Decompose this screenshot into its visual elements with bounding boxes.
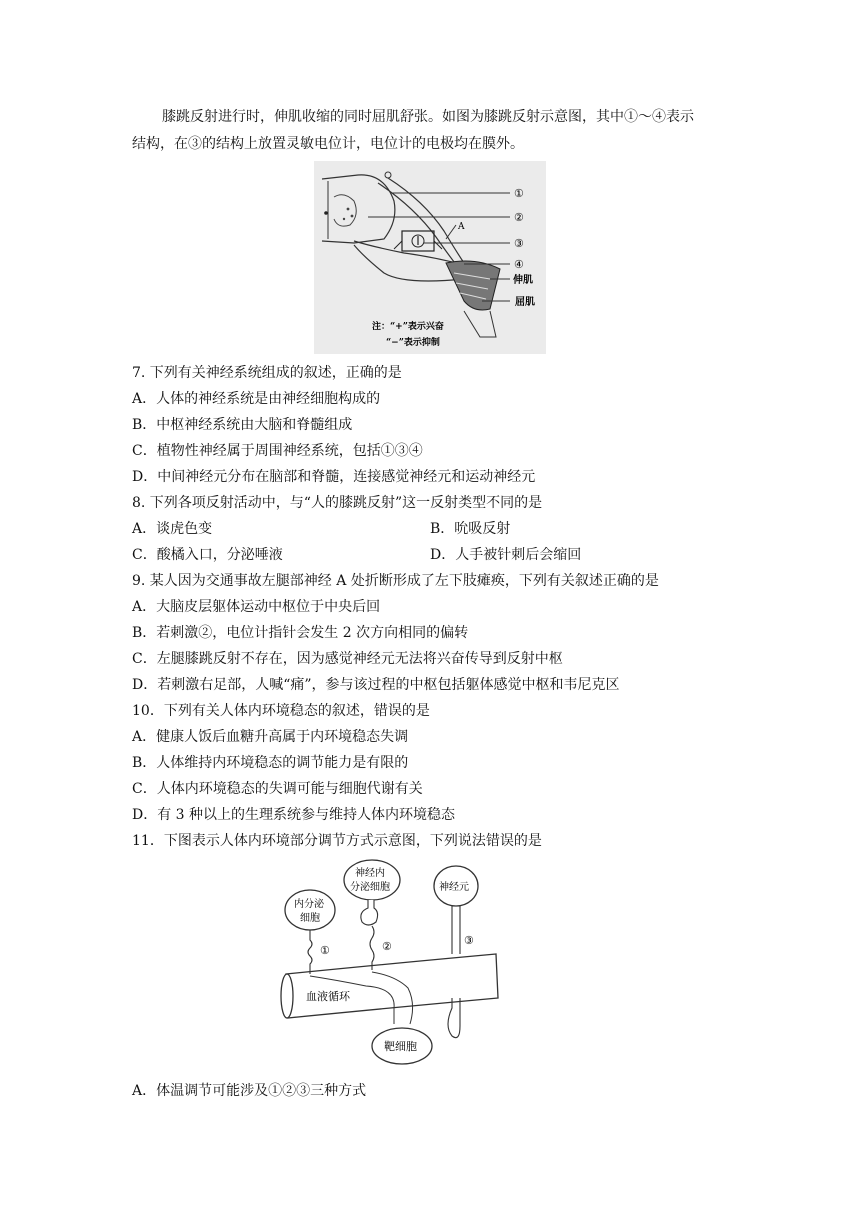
intro-line-1: 膝跳反射进行时，伸肌收缩的同时屈肌舒张。如图为膝跳反射示意图，其中①～④表示 [162,109,694,125]
q9-option-c: C．左腿膝跳反射不存在，因为感觉神经元无法将兴奋传导到反射中枢 [132,651,563,667]
fig2-endocrine-l1: 内分泌 [294,899,324,910]
q10-stem: 10．下列有关人体内环境稳态的叙述，错误的是 [132,703,430,719]
q7-stem: 7. 下列有关神经系统组成的叙述，正确的是 [132,365,402,381]
q10-option-c: C．人体内环境稳态的失调可能与细胞代谢有关 [132,781,423,797]
q7-option-d: D．中间神经元分布在脑部和脊髓，连接感觉神经元和运动神经元 [132,469,536,485]
fig1-label-4: ④ [514,258,524,271]
fig1-label-extensor: 伸肌 [513,275,533,286]
q7-option-b: B．中枢神经系统由大脑和脊髓组成 [132,417,353,433]
q8-option-c: C．酸橘入口，分泌唾液 [132,547,283,563]
q10-option-d: D．有 3 种以上的生理系统参与维持人体内环境稳态 [132,807,456,823]
q11-stem: 11．下图表示人体内环境部分调节方式示意图，下列说法错误的是 [132,833,542,849]
fig2-num-3: ③ [464,934,474,947]
intro-line-2: 结构，在③的结构上放置灵敏电位计，电位计的电极均在膜外。 [132,136,524,152]
q9-option-b: B．若刺激②，电位计指针会发生 2 次方向相同的偏转 [132,625,469,641]
q8-option-a: A．谈虎色变 [132,521,213,537]
fig2-target-label: 靶细胞 [384,1040,417,1053]
q9-option-a: A．大脑皮层躯体运动中枢位于中央后回 [132,599,381,615]
fig2-neuroendocrine-l2: 分泌细胞 [350,882,390,893]
fig1-label-2: ② [514,211,524,224]
q9-option-d: D．若刺激右足部，人喊“痛”，参与该过程的中枢包括躯体感觉中枢和韦尼克区 [132,677,620,693]
q11-option-a: A．体温调节可能涉及①②③三种方式 [132,1083,367,1099]
fig1-label-a: A [458,222,465,232]
fig1-label-3: ③ [514,237,524,250]
q7-option-a: A．人体的神经系统是由神经细胞构成的 [132,391,381,407]
fig2-num-2: ② [382,940,392,953]
fig1-note-1: 注：“+”表示兴奋 [372,322,444,332]
fig1-note-2: “−”表示抑制 [386,338,440,348]
q10-option-a: A．健康人饭后血糖升高属于内环境稳态失调 [132,729,409,745]
knee-reflex-diagram [314,161,546,354]
regulation-diagram [276,858,506,1068]
fig1-label-1: ① [514,187,524,200]
q9-stem: 9. 某人因为交通事故左腿部神经 A 处折断形成了左下肢瘫痪，下列有关叙述正确的是 [132,573,659,589]
fig2-blood-label: 血液循环 [306,990,350,1003]
fig2-neuron-label: 神经元 [439,882,469,893]
knee-reflex-figure [314,161,546,354]
regulation-figure [276,858,506,1068]
q10-option-b: B．人体维持内环境稳态的调节能力是有限的 [132,755,409,771]
q8-option-d: D．人手被针刺后会缩回 [430,547,582,563]
q7-option-c: C．植物性神经属于周围神经系统，包括①③④ [132,443,423,459]
fig2-num-1: ① [320,944,330,957]
fig1-label-flexor: 屈肌 [515,297,535,308]
fig2-endocrine-l2: 细胞 [300,913,320,924]
fig2-neuroendocrine-l1: 神经内 [355,868,385,879]
q8-stem: 8. 下列各项反射活动中，与“人的膝跳反射”这一反射类型不同的是 [132,495,543,511]
q8-option-b: B．吮吸反射 [430,521,511,537]
